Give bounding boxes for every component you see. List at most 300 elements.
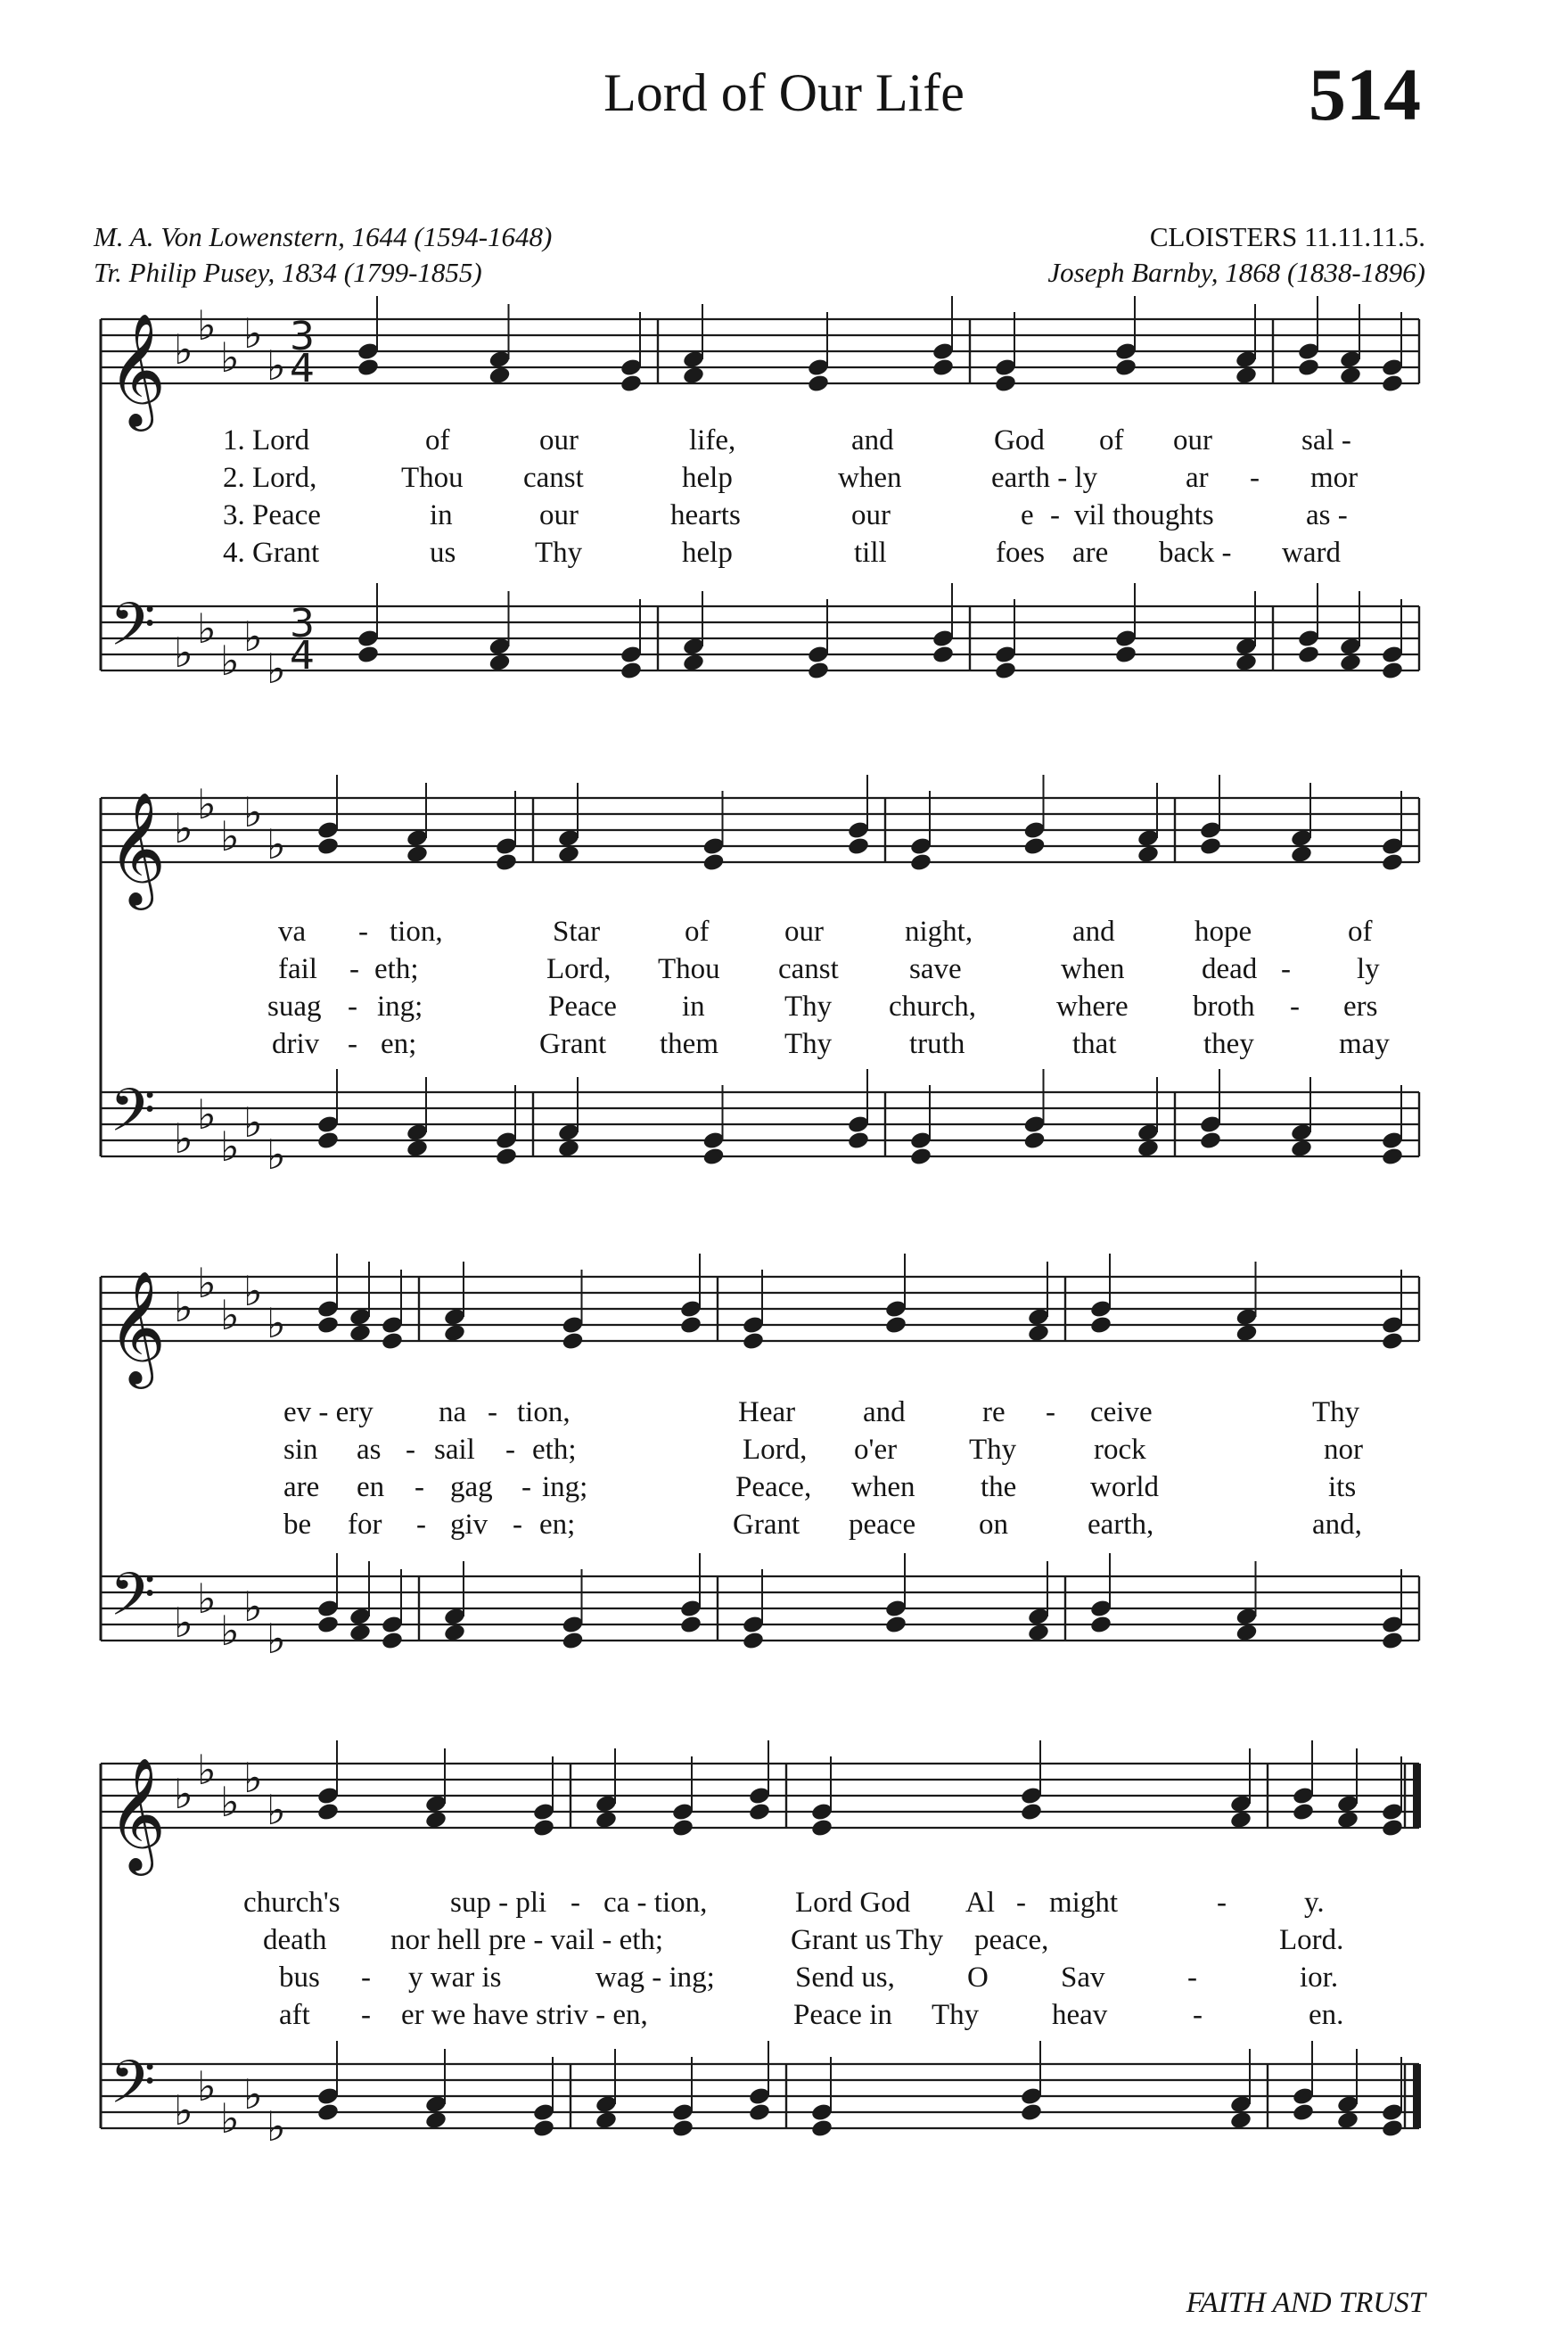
lyric-syllable: are (1072, 537, 1109, 569)
notehead (1027, 1323, 1050, 1344)
lyric-syllable: and (851, 424, 894, 456)
lyric-syllable: Grant (539, 1028, 607, 1060)
lyric-syllable: in (682, 991, 705, 1023)
notehead (488, 366, 511, 386)
verse-3-line (0, 499, 1568, 535)
lyric-syllable: - (348, 1028, 357, 1060)
lyric-syllable: back - (1159, 537, 1232, 569)
notehead (1339, 653, 1362, 673)
flat-icon: ♭ (174, 629, 193, 677)
notehead (561, 1631, 584, 1651)
verse-3-line (0, 991, 1568, 1026)
verse-3-line (0, 1471, 1568, 1507)
notehead (807, 661, 830, 681)
notehead (406, 844, 429, 865)
lyric-syllable: nor hell pre - vail - eth; (390, 1924, 664, 1956)
treble-clef-icon: 𝄞 (108, 791, 167, 905)
lyric-syllable: them (660, 1028, 718, 1060)
notehead (406, 1139, 429, 1159)
lyric-syllable: canst (778, 953, 839, 985)
verse-1-line (0, 1396, 1568, 1432)
lyric-syllable: church, (889, 991, 977, 1023)
lyric-syllable: earth, (1088, 1509, 1154, 1541)
flat-icon: ♭ (174, 804, 193, 852)
notehead (748, 1802, 771, 1822)
flat-icon: ♭ (197, 1259, 217, 1307)
lyric-syllable: - (349, 953, 359, 985)
lyric-syllable: when (1061, 953, 1125, 985)
lyric-syllable: Lord, (743, 1434, 808, 1466)
translator-credit: Tr. Philip Pusey, 1834 (1799-1855) (94, 257, 482, 288)
lyric-syllable: wag - ing; (595, 1962, 715, 1994)
lyric-syllable: va (278, 916, 307, 948)
lyric-syllable: tion, (390, 916, 443, 948)
notehead (1089, 1615, 1112, 1635)
lyric-syllable: aft (279, 1999, 310, 2031)
notehead (1235, 1623, 1258, 1643)
lyric-syllable: might (1049, 1887, 1119, 1919)
lyric-syllable: sail (434, 1434, 475, 1466)
lyric-syllable: en; (381, 1028, 417, 1060)
lyric-syllable: where (1056, 991, 1129, 1023)
lyric-syllable: on (979, 1509, 1008, 1541)
notehead (357, 645, 380, 665)
lyric-syllable: Thy (784, 1028, 833, 1060)
notehead (1292, 2102, 1315, 2123)
lyric-syllable: en; (539, 1509, 576, 1541)
lyric-syllable: er we have striv - en, (401, 1999, 648, 2031)
lyric-syllable: Peace, (735, 1471, 812, 1503)
notehead (381, 1331, 404, 1352)
notehead (316, 1615, 340, 1635)
notehead (1297, 358, 1320, 378)
notehead (595, 2110, 618, 2131)
flat-icon: ♭ (220, 812, 240, 860)
notehead (884, 1315, 907, 1336)
notehead (424, 2110, 447, 2131)
treble-staff (101, 798, 1419, 862)
notehead (495, 1147, 518, 1167)
bass-staff (101, 1092, 1419, 1156)
notehead (1020, 1802, 1043, 1822)
lyric-syllable: eth; (374, 953, 419, 985)
flat-icon: ♭ (267, 1786, 286, 1834)
lyric-syllable: sal - (1301, 424, 1351, 456)
lyric-syllable: y war is (408, 1962, 502, 1994)
lyric-syllable: mor (1310, 462, 1359, 494)
lyric-syllable: us (430, 537, 456, 569)
notehead (1199, 836, 1222, 857)
notehead (1089, 1315, 1112, 1336)
lyric-syllable: Peace in (793, 1999, 892, 2031)
notehead (682, 366, 705, 386)
notehead (847, 836, 870, 857)
lyric-syllable: Thou (401, 462, 464, 494)
notehead (1229, 1810, 1252, 1830)
notehead (316, 1131, 340, 1151)
lyric-syllable: when (851, 1471, 915, 1503)
time-signature: 3 (290, 601, 315, 646)
lyric-syllable: God (994, 424, 1045, 456)
notehead (557, 844, 580, 865)
notehead (1137, 844, 1160, 865)
lyric-syllable: re (982, 1396, 1006, 1428)
flat-icon: ♭ (197, 301, 217, 350)
lyric-syllable: - (1281, 953, 1291, 985)
notehead (532, 2118, 555, 2139)
verse-4-line (0, 1999, 1568, 2035)
lyric-syllable: that (1072, 1028, 1117, 1060)
lyric-syllable: - (348, 991, 357, 1023)
lyric-syllable: - (571, 1887, 580, 1919)
lyric-syllable: our (784, 916, 824, 948)
lyric-syllable: and (1072, 916, 1115, 948)
lyric-syllable: sin (283, 1434, 318, 1466)
notehead (994, 374, 1017, 394)
flat-icon: ♭ (267, 645, 286, 693)
flat-icon: ♭ (174, 325, 193, 374)
lyric-syllable: Grant us (791, 1924, 891, 1956)
lyric-syllable: - (505, 1434, 515, 1466)
notehead (909, 1147, 932, 1167)
lyric-syllable: giv (450, 1509, 488, 1541)
lyric-syllable: Grant (733, 1509, 800, 1541)
lyric-syllable: - (1217, 1887, 1227, 1919)
author-credit: M. A. Von Lowenstern, 1644 (1594-1648) (94, 221, 553, 252)
lyric-syllable: death (263, 1924, 327, 1956)
notehead (671, 2118, 694, 2139)
lyric-syllable: - (1193, 1999, 1203, 2031)
notehead (1027, 1623, 1050, 1643)
lyric-syllable: our (1173, 424, 1212, 456)
tune-name: CLOISTERS 11.11.11.5. (1149, 221, 1425, 252)
notehead (742, 1331, 765, 1352)
flat-icon: ♭ (267, 1131, 286, 1179)
lyric-syllable: for (348, 1509, 382, 1541)
bass-clef-icon: 𝄢 (110, 1076, 156, 1159)
lyric-syllable: O (967, 1962, 989, 1994)
lyric-syllable: - (1187, 1962, 1197, 1994)
notehead (424, 1810, 447, 1830)
lyric-syllable: Send us, (795, 1962, 895, 1994)
notehead (1381, 1331, 1404, 1352)
lyric-syllable: of (685, 916, 710, 948)
notehead (1339, 366, 1362, 386)
flat-icon: ♭ (197, 1746, 217, 1794)
lyric-syllable: help (682, 537, 733, 569)
lyric-syllable: - (415, 1471, 424, 1503)
lyric-syllable: ar (1186, 462, 1209, 494)
time-signature: 4 (290, 346, 315, 391)
lyric-syllable: Star (553, 916, 601, 948)
flat-icon: ♭ (197, 780, 217, 828)
notehead (1381, 852, 1404, 873)
notehead (443, 1323, 466, 1344)
lyric-syllable: Sav (1061, 1962, 1105, 1994)
verse-4-line (0, 1509, 1568, 1544)
flat-icon: ♭ (243, 613, 263, 661)
notehead (532, 1818, 555, 1838)
notehead (557, 1139, 580, 1159)
notehead (1381, 2118, 1404, 2139)
notehead (1020, 2102, 1043, 2123)
notehead (1235, 653, 1258, 673)
flat-icon: ♭ (243, 309, 263, 358)
lyric-syllable: foes (996, 537, 1045, 569)
flat-icon: ♭ (174, 2086, 193, 2134)
flat-icon: ♭ (174, 1599, 193, 1647)
notehead (994, 661, 1017, 681)
notehead (742, 1631, 765, 1651)
lyric-syllable: Thy (896, 1924, 944, 1956)
flat-icon: ♭ (243, 1098, 263, 1147)
verse-2-line (0, 1924, 1568, 1960)
bass-clef-icon: 𝄢 (110, 590, 156, 673)
lyric-syllable: - (521, 1471, 531, 1503)
notehead (847, 1131, 870, 1151)
notehead (620, 374, 643, 394)
flat-icon: ♭ (174, 1283, 193, 1331)
notehead (1290, 1139, 1313, 1159)
notehead (316, 1315, 340, 1336)
lyric-syllable: peace, (974, 1924, 1049, 1956)
notehead (349, 1323, 372, 1344)
notehead (495, 852, 518, 873)
lyric-syllable: - (1290, 991, 1300, 1023)
lyric-syllable: of (425, 424, 450, 456)
lyric-syllable: - (358, 916, 368, 948)
lyric-syllable: rock (1094, 1434, 1146, 1466)
lyric-syllable: Lord. (1279, 1924, 1344, 1956)
notehead (748, 2102, 771, 2123)
lyric-syllable: y. (1304, 1887, 1325, 1919)
lyric-syllable: heav (1052, 1999, 1108, 2031)
notehead (316, 836, 340, 857)
lyric-syllable: when (838, 462, 902, 494)
notehead (1229, 2110, 1252, 2131)
notehead (316, 2102, 340, 2123)
notehead (1022, 1131, 1046, 1151)
lyric-syllable: our (539, 499, 579, 531)
treble-clef-icon: 𝄞 (108, 1270, 167, 1384)
notehead (1137, 1139, 1160, 1159)
verse-1-line (0, 916, 1568, 951)
notehead (884, 1615, 907, 1635)
lyric-syllable: life, (689, 424, 736, 456)
lyric-syllable: o'er (854, 1434, 898, 1466)
notehead (357, 358, 380, 378)
lyric-syllable: 4. Grant (223, 537, 320, 569)
lyric-syllable: till (854, 537, 887, 569)
lyric-syllable: suag (267, 991, 322, 1023)
notehead (1381, 1631, 1404, 1651)
flat-icon: ♭ (267, 820, 286, 868)
lyric-syllable: - (1016, 1887, 1026, 1919)
lyric-syllable: nor (1324, 1434, 1363, 1466)
verse-2-line (0, 462, 1568, 498)
notehead (932, 358, 955, 378)
flat-icon: ♭ (220, 1291, 240, 1339)
verse-3-line (0, 1962, 1568, 1997)
notehead (349, 1623, 372, 1643)
flat-icon: ♭ (243, 1583, 263, 1631)
notehead (1292, 1802, 1315, 1822)
flat-icon: ♭ (243, 788, 263, 836)
notehead (932, 645, 955, 665)
hymn-number: 514 (1309, 53, 1421, 136)
lyric-syllable: and (863, 1396, 906, 1428)
notehead (595, 1810, 618, 1830)
time-signature: 4 (290, 633, 315, 679)
flat-icon: ♭ (267, 1615, 286, 1663)
lyric-syllable: sup - pli (450, 1887, 547, 1919)
time-signature: 3 (290, 314, 315, 359)
notehead (316, 1802, 340, 1822)
notehead (620, 661, 643, 681)
verse-2-line (0, 1434, 1568, 1469)
flat-icon: ♭ (243, 2070, 263, 2118)
lyric-syllable: as (357, 1434, 382, 1466)
composer-credit: Joseph Barnby, 1868 (1838-1896) (1047, 257, 1425, 288)
notehead (488, 653, 511, 673)
notehead (1381, 661, 1404, 681)
lyric-syllable: be (283, 1509, 312, 1541)
lyric-syllable: eth; (532, 1434, 577, 1466)
notehead (1336, 1810, 1359, 1830)
lyric-syllable: - (406, 1434, 415, 1466)
verse-2-line (0, 953, 1568, 989)
lyric-syllable: of (1348, 916, 1373, 948)
notehead (1114, 358, 1137, 378)
lyric-syllable: 2. Lord, (223, 462, 317, 494)
notehead (1199, 1131, 1222, 1151)
treble-clef-icon: 𝄞 (108, 312, 167, 426)
lyric-syllable: peace (849, 1509, 916, 1541)
verse-1-line (0, 424, 1568, 460)
lyric-syllable: Hear (738, 1396, 796, 1428)
lyric-syllable: Thy (784, 991, 833, 1023)
bass-staff (101, 1576, 1419, 1641)
notehead (1381, 1147, 1404, 1167)
flat-icon: ♭ (197, 1090, 217, 1139)
verse-4-line (0, 1028, 1568, 1064)
notehead (1297, 645, 1320, 665)
lyric-syllable: - (1046, 1396, 1055, 1428)
lyric-syllable: truth (909, 1028, 965, 1060)
lyric-syllable: - (361, 1962, 371, 1994)
lyric-syllable: Thy (535, 537, 583, 569)
notehead (807, 374, 830, 394)
verse-4-line (0, 537, 1568, 572)
lyric-syllable: earth - ly (991, 462, 1098, 494)
lyric-syllable: as - (1306, 499, 1348, 531)
flat-icon: ♭ (267, 341, 286, 390)
verse-1-line (0, 1887, 1568, 1922)
lyric-syllable: 1. Lord (223, 424, 310, 456)
lyric-syllable: hearts (670, 499, 741, 531)
lyric-syllable: bus (279, 1962, 320, 1994)
lyric-syllable: en (357, 1471, 385, 1503)
flat-icon: ♭ (220, 333, 240, 382)
flat-icon: ♭ (267, 1299, 286, 1347)
lyric-syllable: in (430, 499, 453, 531)
lyric-syllable: and, (1312, 1509, 1362, 1541)
treble-clef-icon: 𝄞 (108, 1756, 167, 1871)
notehead (702, 852, 725, 873)
notehead (1381, 374, 1404, 394)
notehead (679, 1615, 702, 1635)
flat-icon: ♭ (243, 1754, 263, 1802)
flat-icon: ♭ (220, 2094, 240, 2142)
lyric-syllable: - (1050, 499, 1060, 531)
notehead (682, 653, 705, 673)
lyric-syllable: Peace (548, 991, 617, 1023)
lyric-syllable: Lord God (795, 1887, 911, 1919)
lyric-syllable: na (439, 1396, 467, 1428)
flat-icon: ♭ (220, 637, 240, 685)
lyric-syllable: - (361, 1999, 371, 2031)
notehead (1114, 645, 1137, 665)
lyric-syllable: save (909, 953, 962, 985)
notehead (381, 1631, 404, 1651)
lyric-syllable: fail (278, 953, 317, 985)
lyric-syllable: 3. Peace (223, 499, 321, 531)
lyric-syllable: - (513, 1509, 522, 1541)
lyric-syllable: help (682, 462, 733, 494)
flat-icon: ♭ (243, 1267, 263, 1315)
flat-icon: ♭ (197, 1575, 217, 1623)
lyric-syllable: broth (1193, 991, 1255, 1023)
notehead (679, 1315, 702, 1336)
lyric-syllable: ev - ery (283, 1396, 374, 1428)
lyric-syllable: ward (1282, 537, 1341, 569)
lyric-syllable: - (488, 1396, 497, 1428)
bass-clef-icon: 𝄢 (110, 2048, 156, 2131)
hymn-title: Lord of Our Life (603, 63, 965, 122)
lyric-syllable: our (851, 499, 891, 531)
notehead (561, 1331, 584, 1352)
lyric-syllable: its (1328, 1471, 1357, 1503)
lyric-syllable: Thy (932, 1999, 980, 2031)
notehead (810, 2118, 833, 2139)
lyric-syllable: tion, (517, 1396, 571, 1428)
notehead (671, 1818, 694, 1838)
lyric-syllable: our (539, 424, 579, 456)
lyric-syllable: may (1339, 1028, 1390, 1060)
flat-icon: ♭ (220, 1778, 240, 1826)
lyric-syllable: ing; (377, 991, 423, 1023)
lyric-syllable: they (1203, 1028, 1254, 1060)
lyric-syllable: are (283, 1471, 320, 1503)
lyric-syllable: of (1099, 424, 1124, 456)
lyric-syllable: canst (523, 462, 584, 494)
lyric-syllable: Thou (658, 953, 720, 985)
notehead (1235, 1323, 1258, 1344)
lyric-syllable: hope (1194, 916, 1252, 948)
lyric-syllable: e (1021, 499, 1034, 531)
lyric-syllable: ca - tion, (603, 1887, 708, 1919)
flat-icon: ♭ (197, 605, 217, 653)
flat-icon: ♭ (267, 2102, 286, 2151)
lyric-syllable: - (1250, 462, 1260, 494)
lyric-syllable: ceive (1090, 1396, 1153, 1428)
notehead (909, 852, 932, 873)
notehead (702, 1147, 725, 1167)
lyric-syllable: ing; (542, 1471, 588, 1503)
lyric-syllable: ly (1357, 953, 1380, 985)
lyric-syllable: dead (1202, 953, 1258, 985)
lyric-syllable: - (416, 1509, 426, 1541)
